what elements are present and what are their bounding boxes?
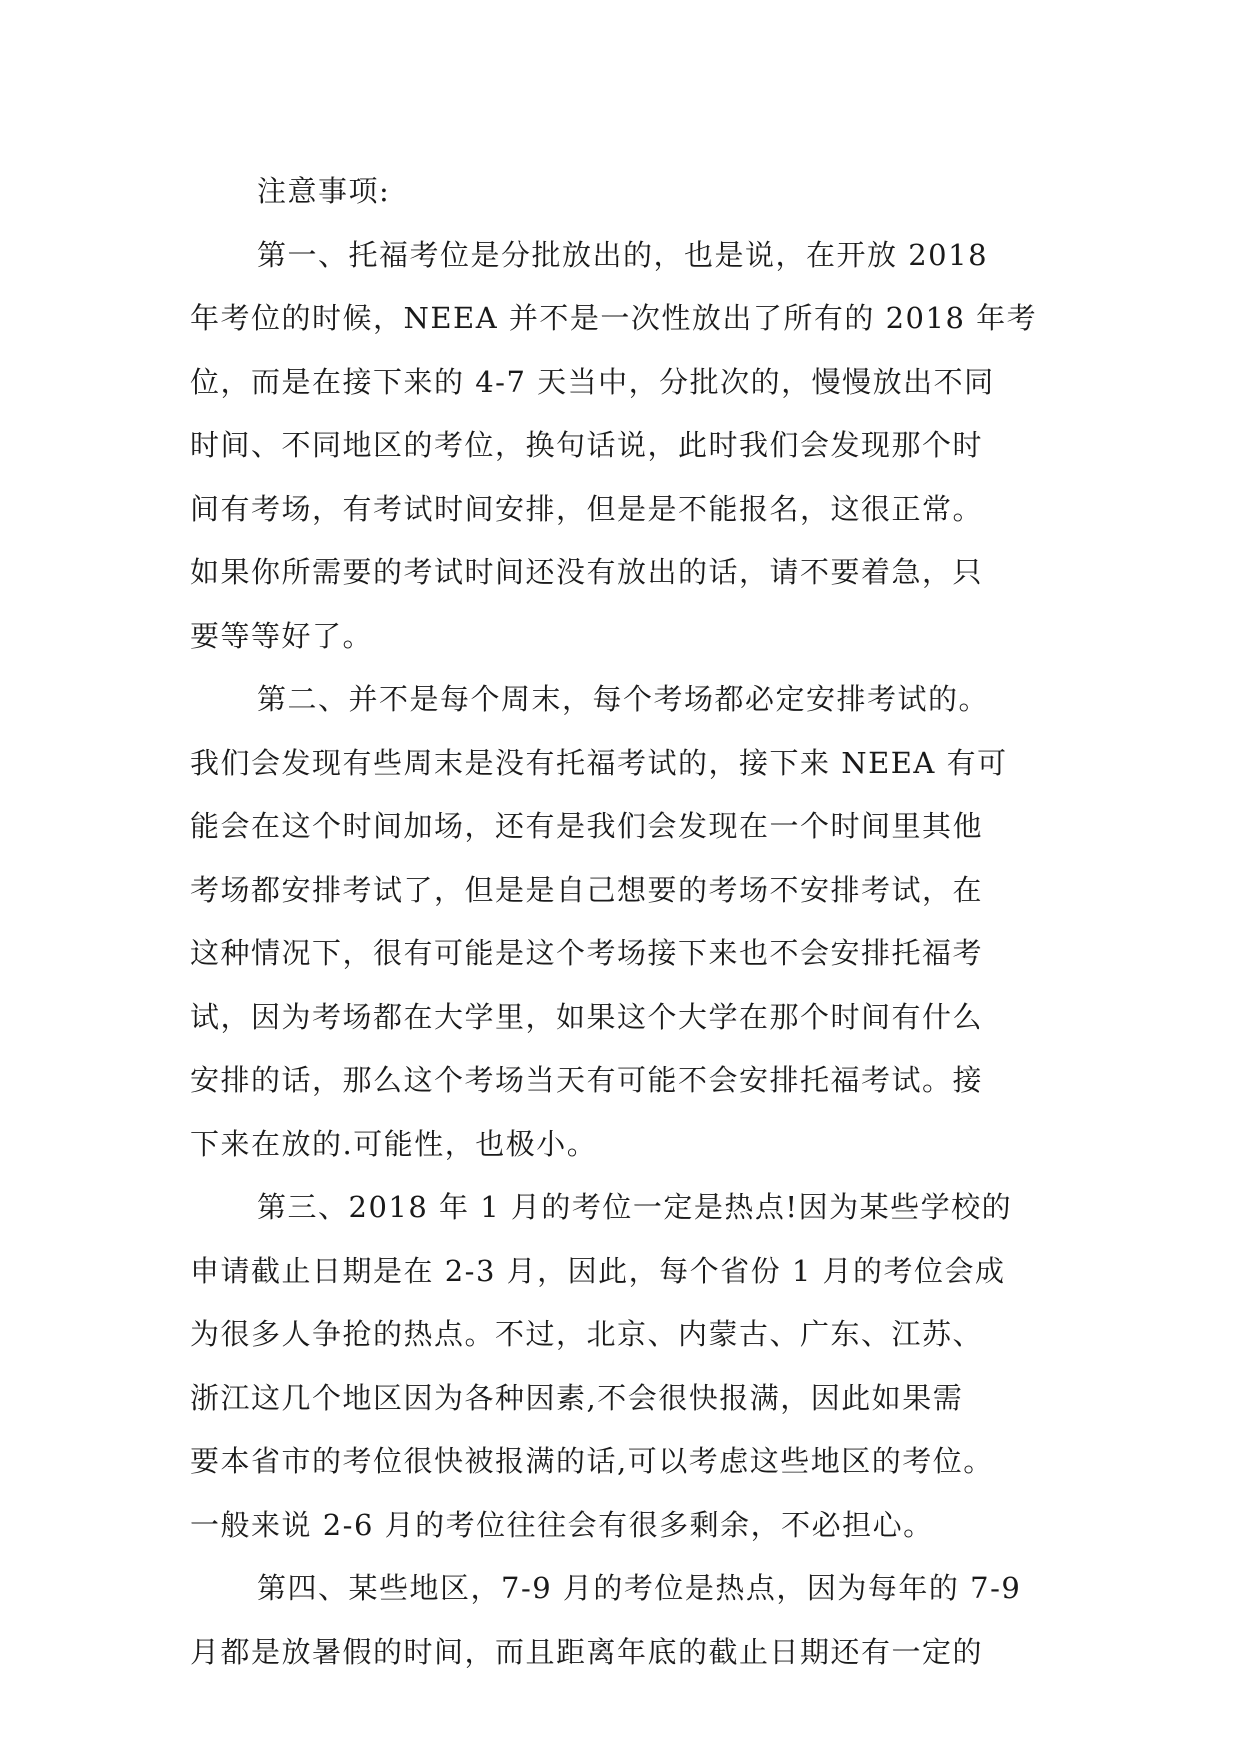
paragraph-line: 第一、托福考位是分批放出的，也是说，在开放 2018 <box>257 237 989 272</box>
paragraph-line: 考场都安排考试了，但是是自己想要的考场不安排考试，在 <box>190 872 984 907</box>
paragraph-line: 一般来说 2-6 月的考位往往会有很多剩余，不必担心。 <box>190 1507 934 1542</box>
paragraph-line: 位，而是在接下来的 4-7 天当中，分批次的，慢慢放出不同 <box>190 364 995 399</box>
paragraph-line: 安排的话，那么这个考场当天有可能不会安排托福考试。接 <box>190 1063 984 1097</box>
paragraph-line: 第三、2018 年 1 月的考位一定是热点!因为某些学校的 <box>257 1190 1013 1224</box>
document-body <box>190 160 1060 1684</box>
paragraph-line: 间有考场，有考试时间安排，但是是不能报名，这很正常。 <box>190 491 984 526</box>
paragraph-line: 第二、并不是每个周末，每个考场都必定安排考试的。 <box>257 682 990 716</box>
paragraph-line: 下来在放的.可能性，也极小。 <box>190 1126 598 1161</box>
paragraph-line: 能会在这个时间加场，还有是我们会发现在一个时间里其他 <box>190 809 984 843</box>
paragraph-line: 第四、某些地区，7-9 月的考位是热点，因为每年的 7-9 <box>257 1571 1022 1605</box>
paragraph-line: 要等等好了。 <box>190 618 374 653</box>
paragraph-line: 月都是放暑假的时间，而且距离年底的截止日期还有一定的 <box>190 1634 984 1669</box>
paragraph-line: 我们会发现有些周末是没有托福考试的，接下来 NEEA 有可 <box>190 745 1008 780</box>
paragraph-line: 为很多人争抢的热点。不过，北京、内蒙古、广东、江苏、 <box>190 1317 984 1351</box>
paragraph-line: 要本省市的考位很快被报满的话,可以考虑这些地区的考位。 <box>190 1444 994 1478</box>
paragraph-line: 这种情况下，很有可能是这个考场接下来也不会安排托福考 <box>190 936 984 970</box>
paragraph-line: 申请截止日期是在 2-3 月，因此，每个省份 1 月的考位会成 <box>190 1253 1006 1288</box>
paragraph-line: 时间、不同地区的考位，换句话说，此时我们会发现那个时 <box>190 428 984 462</box>
paragraph-line: 试，因为考场都在大学里，如果这个大学在那个时间有什么 <box>190 999 984 1034</box>
paragraph-line: 年考位的时候，NEEA 并不是一次性放出了所有的 2018 年考 <box>190 301 1038 335</box>
paragraph-line: 如果你所需要的考试时间还没有放出的话，请不要着急，只 <box>190 555 984 589</box>
heading-notes: 注意事项: <box>257 174 391 208</box>
paragraph-line: 浙江这几个地区因为各种因素,不会很快报满，因此如果需 <box>190 1380 964 1415</box>
